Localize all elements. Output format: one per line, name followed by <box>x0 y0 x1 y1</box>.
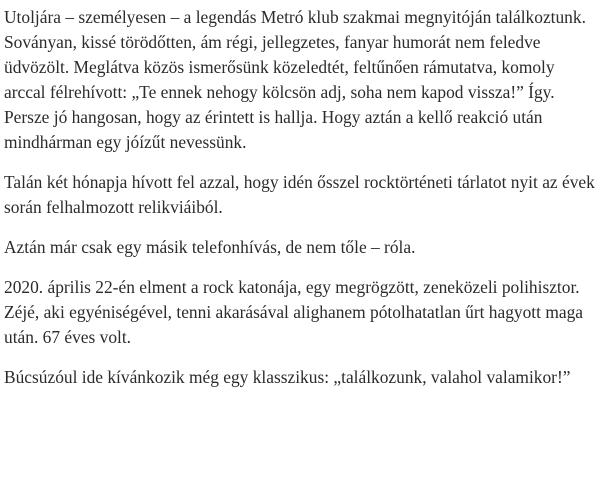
article-paragraph: Búcsúzóul ide kívánkozik még egy klasszikus: „találkozunk, valahol valamikor!” <box>4 367 571 387</box>
article-paragraph: Utoljára – személyesen – a legendás Metró klub szakmai megnyitóján találkoztunk. Soványan, kissé törödőtten, ám régi, jellegzetes, fanyar humorát nem feledve üdvözölt. Meglátva közös ismerősünk közeledtét, feltűnően rámutatva, komoly arccal félrehívott: „Te ennek nehogy kölcsön adj, soha nem kapod vissza!” Így. Persze jó hangosan, hogy az érintett is hallja. Hogy aztán a kellő reakció után mindhárman egy jóízűt nevessünk. <box>4 7 586 152</box>
article-body <box>4 5 596 405</box>
article-paragraph: Talán két hónapja hívott fel azzal, hogy idén ősszel rocktörténeti tárlatot nyit az évek során felhalmozott relikviáiból. <box>4 172 595 217</box>
article-paragraph: Aztán már csak egy másik telefonhívás, de nem tőle – róla. <box>4 237 416 257</box>
article-paragraph: 2020. április 22-én elment a rock katonája, egy megrögzött, zeneközeli polihisztor. Zéjé, aki egyéniségével, tenni akarásával alighanem pótolhatatlan űrt hagyott maga után. 67 éves volt. <box>4 277 583 347</box>
